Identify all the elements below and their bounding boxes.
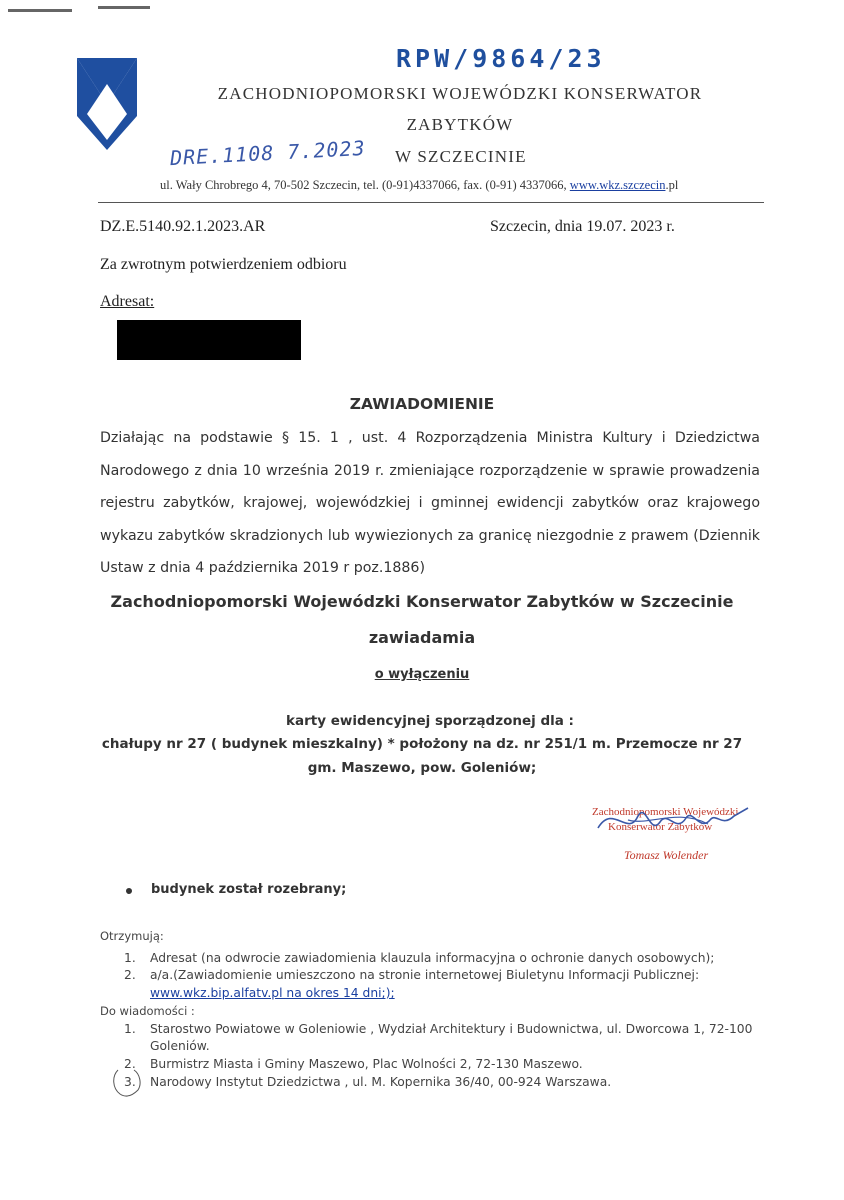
redacted-addressee xyxy=(117,320,301,360)
recipient-2-text: a/a.(Zawiadomienie umieszczono na stronie internetowej Biuletynu Informacji Publicznej: xyxy=(150,968,700,982)
reason-text: budynek został rozebrany; xyxy=(151,882,347,897)
website-link[interactable]: www.wkz.szczecin xyxy=(569,178,666,192)
card-line-2: chałupy nr 27 ( budynek mieszkalny) * położony na dz. nr 251/1 m. Przemocze nr 27 xyxy=(101,736,743,752)
legal-basis-paragraph: Działając na podstawie § 15. 1 , ust. 4 Rozporządzenia Ministra Kultury i Dziedzictwa Narodowego z dnia 10 września 2019 r. zmieniające rozporządzenie w sprawie prowadzenia rejestru zabytków, krajowej, wojewódzkiej i gminnej ewidencji zabytków oraz krajowego wykazu zabytków skradzionych lub wywiezionych za granicę niezgodnie z prawem (Dziennik Ustaw z dnia 4 października 2019 r poz.1886) xyxy=(100,430,760,576)
scan-mark-right xyxy=(98,6,150,9)
signature-stamp-line2: Konserwator Zabytków xyxy=(608,821,713,833)
office-logo xyxy=(75,56,139,152)
cc-3-text: Narodowy Instytut Dziedzictwa , ul. M. Kopernika 36/40, 00-924 Warszawa. xyxy=(150,1075,612,1089)
recipient-2-num: 2. xyxy=(124,968,136,982)
office-name-line3: W SZCZECINIE xyxy=(395,147,527,166)
reason-bullet xyxy=(126,888,132,894)
notice-subject: o wyłączeniu xyxy=(374,667,470,682)
addressee-label: Adresat: xyxy=(100,293,155,310)
cc-1-num: 1. xyxy=(124,1022,136,1036)
website-suffix: .pl xyxy=(665,178,679,192)
recipient-1-text: Adresat (na odwrocie zawiadomienia klauzula informacyjna o ochronie danych osobowych); xyxy=(150,951,715,965)
handwritten-signature xyxy=(588,798,758,843)
notice-verb: zawiadamia xyxy=(368,628,476,647)
signature-stamp xyxy=(588,806,758,868)
card-line-1: karty ewidencyjnej sporządzonej dla : xyxy=(286,713,574,729)
handwritten-circle-mark xyxy=(110,1066,146,1100)
place-date: Szczecin, dnia 19.07. 2023 r. xyxy=(490,218,675,235)
authority-name: Zachodniopomorski Wojewódzki Konserwator Zabytków w Szczecinie xyxy=(110,592,734,611)
recipient-1-num: 1. xyxy=(124,951,136,965)
cc-1-text: Starostwo Powiatowe w Goleniowie , Wydział Architektury i Budownictwa, ul. Dworcowa 1, 72-100 xyxy=(150,1022,753,1036)
cc-2-text: Burmistrz Miasta i Gminy Maszewo, Plac Wolności 2, 72-130 Maszewo. xyxy=(150,1057,583,1071)
delivery-note: Za zwrotnym potwierdzeniem odbioru xyxy=(100,256,347,273)
cc-2-num: 2. xyxy=(124,1057,136,1071)
bip-link[interactable]: www.wkz.bip.alfatv.pl na okres 14 dni;); xyxy=(150,986,395,1000)
signatory-name: Tomasz Wolender xyxy=(624,848,709,862)
cc-3-num: 3. xyxy=(124,1075,136,1089)
scan-mark-left xyxy=(8,9,72,12)
signature-stamp-line1: Zachodniopomorski Wojewódzki xyxy=(592,806,739,818)
cc-1-text-cont: Goleniów. xyxy=(150,1039,210,1053)
header-divider xyxy=(98,202,764,203)
office-address xyxy=(160,178,678,193)
address-text: ul. Wały Chrobrego 4, 70-502 Szczecin, tel. (0-91)4337066, fax. (0-91) 4337066, xyxy=(160,178,570,192)
case-number: DZ.E.5140.92.1.2023.AR xyxy=(100,218,266,235)
office-name-line1: ZACHODNIOPOMORSKI WOJEWÓDZKI KONSERWATOR xyxy=(217,84,703,103)
notice-title: ZAWIADOMIENIE xyxy=(349,395,495,413)
handwritten-reference: DRE.1108 7.2023 xyxy=(169,135,367,171)
card-line-3: gm. Maszewo, pow. Goleniów; xyxy=(307,760,537,776)
recipients-label: Otrzymują: xyxy=(100,929,164,943)
cc-label: Do wiadomości : xyxy=(100,1004,195,1018)
office-name-line2: ZABYTKÓW xyxy=(406,115,514,134)
reference-stamp: RPW/9864/23 xyxy=(396,44,606,73)
